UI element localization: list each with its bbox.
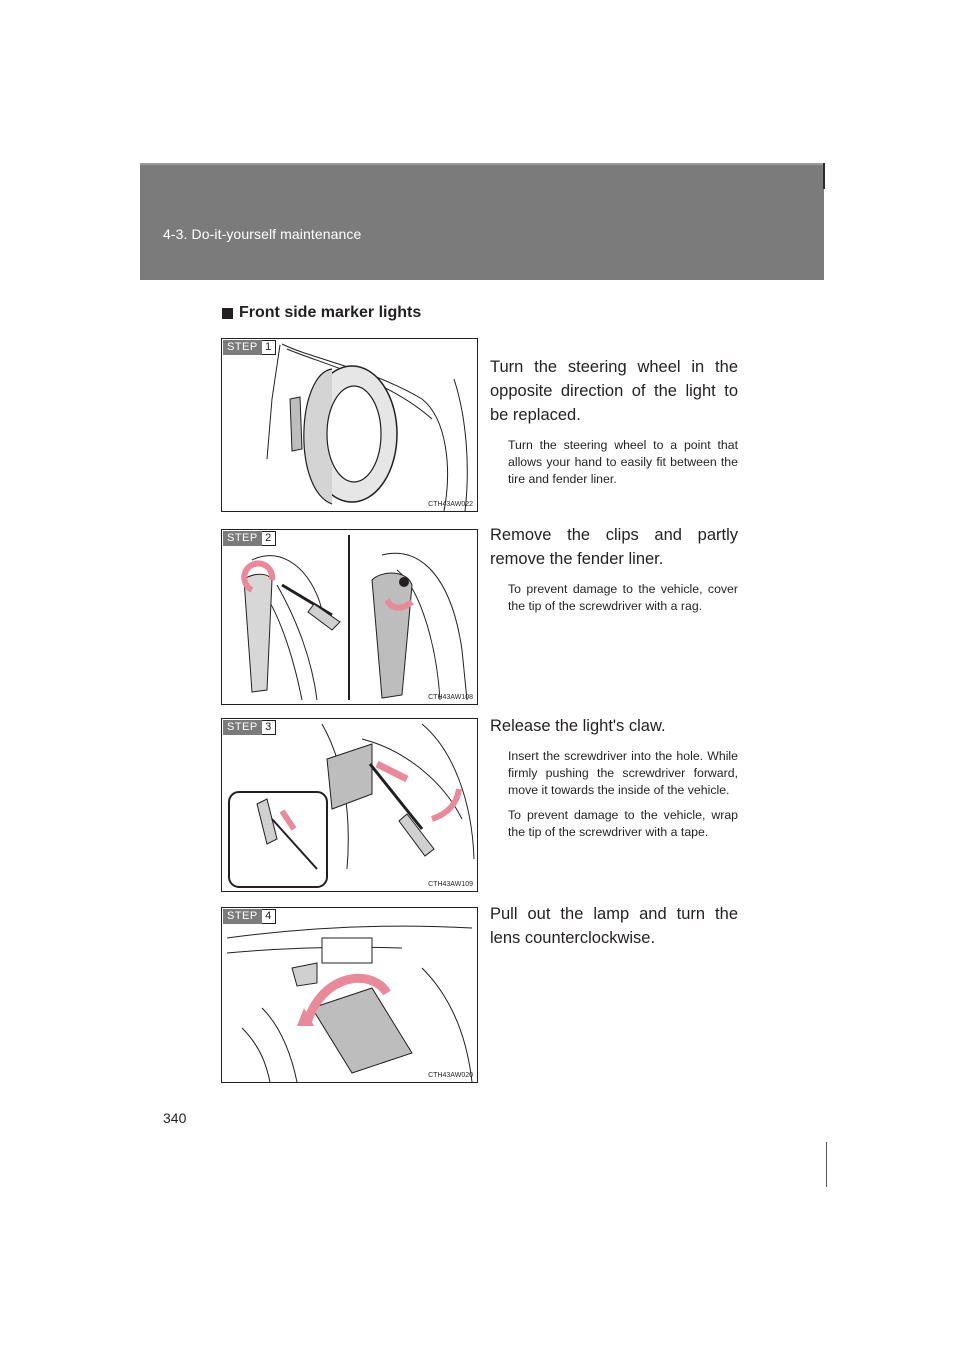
step-1-instruction: Turn the steering wheel in the opposite direction of the light to be replaced.: [490, 358, 738, 424]
step-badge: STEP 3: [223, 720, 276, 735]
section-title-text: Front side marker lights: [239, 304, 422, 321]
figure-code: CTH43AW022: [428, 501, 473, 508]
light-claw-illustration: [222, 719, 477, 891]
corner-crop-mark: [823, 163, 825, 189]
step-2-figure: [221, 529, 478, 705]
square-bullet-icon: [222, 308, 233, 319]
side-margin-mark: [826, 1142, 827, 1187]
step-3-note-1: Insert the screwdriver into the hole. While firmly pushing the screwdriver forward, move it towards the inside of the vehicle.: [508, 749, 738, 797]
page-number: 340: [163, 1110, 187, 1126]
figure-code: CTH43AW108: [428, 694, 473, 701]
tire-illustration: [222, 339, 477, 511]
header-band: [140, 163, 824, 280]
step-3-note-2: To prevent damage to the vehicle, wrap the tip of the screwdriver with a tape.: [508, 808, 738, 839]
step-3-instruction: Release the light's claw.: [490, 717, 666, 735]
fender-liner-illustration: [222, 530, 477, 704]
step-3-figure: [221, 718, 478, 892]
step-4-instruction: Pull out the lamp and turn the lens counterclockwise.: [490, 905, 738, 947]
step-1-text: [490, 355, 738, 488]
step-3-text: [490, 714, 738, 841]
step-badge: STEP 4: [223, 909, 276, 924]
step-4-text: [490, 902, 738, 950]
section-title: [222, 304, 421, 322]
figure-code: CTH43AW020: [428, 1072, 473, 1079]
figure-code: CTH43AW109: [428, 881, 473, 888]
step-1-figure: [221, 338, 478, 512]
section-header: 4-3. Do-it-yourself maintenance: [163, 226, 362, 242]
header-divider: [140, 163, 824, 165]
step-2-note: To prevent damage to the vehicle, cover the tip of the screwdriver with a rag.: [508, 582, 738, 613]
step-badge: STEP 1: [223, 340, 276, 355]
step-2-text: [490, 523, 738, 615]
step-4-figure: [221, 907, 478, 1083]
lamp-removal-illustration: [222, 908, 477, 1082]
step-1-note: Turn the steering wheel to a point that allows your hand to easily fit between the tire and fender liner.: [508, 438, 738, 486]
step-2-instruction: Remove the clips and partly remove the fender liner.: [490, 526, 738, 568]
step-badge: STEP 2: [223, 531, 276, 546]
